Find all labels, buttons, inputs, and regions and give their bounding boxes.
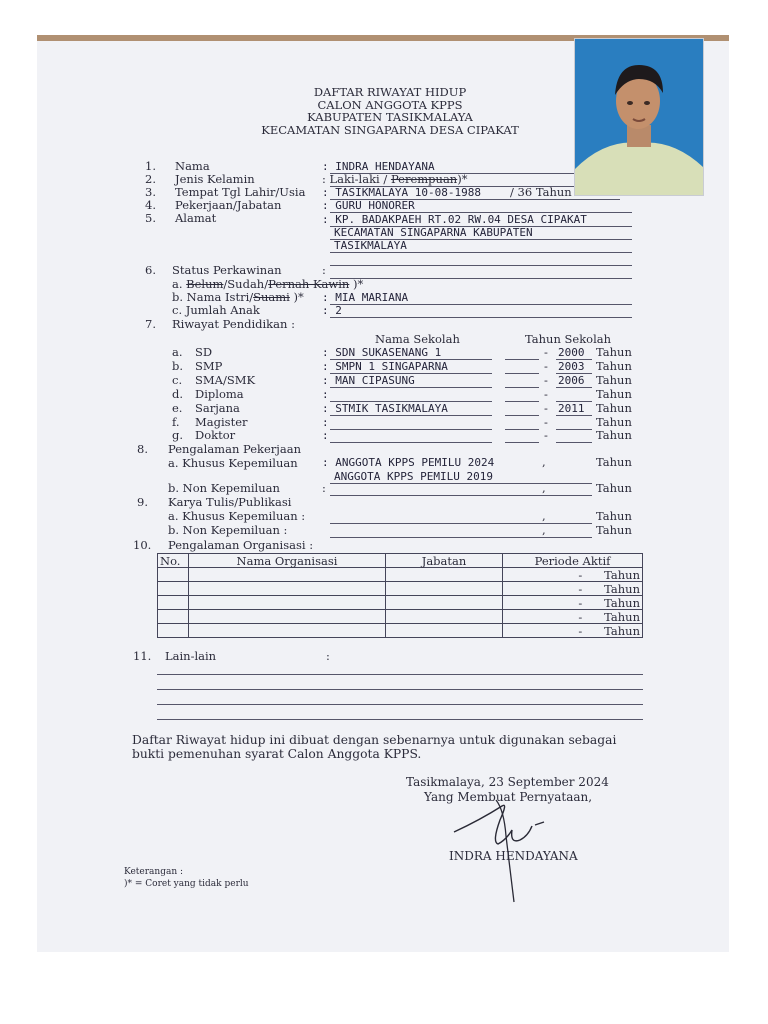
organization-label: Pengalaman Organisasi : (168, 538, 314, 552)
field-number: 9. (137, 495, 148, 509)
table-row: - Tahun (158, 596, 643, 610)
children-label: c. Jumlah Anak (172, 303, 260, 317)
education-level: SD (195, 345, 213, 359)
underline (330, 265, 632, 266)
underline (556, 415, 592, 416)
other-label: Lain-lain (165, 649, 217, 663)
handwritten-signature-icon (440, 780, 560, 910)
occupation-label: Pekerjaan/Jabatan (175, 198, 282, 212)
address-line-2: KECAMATAN SINGAPARNA KABUPATEN (334, 226, 533, 239)
underline (330, 304, 632, 305)
school-year: 2006 (558, 374, 585, 387)
header-subtitle: CALON ANGGOTA KPPS (317, 98, 463, 112)
underline (556, 429, 592, 430)
row-letter: f. (172, 415, 180, 429)
row-letter: b. (172, 359, 184, 373)
underline (330, 278, 632, 279)
education-level: Diploma (195, 387, 244, 401)
underline (330, 537, 592, 538)
table-row: - Tahun (158, 582, 643, 596)
school-name: : SDN SUKASENANG 1 (322, 346, 442, 359)
spouse-label: b. Nama Istri/Suami )* (172, 290, 304, 304)
signer-name: INDRA HENDAYANA (449, 849, 578, 863)
school-year: 2003 (558, 360, 585, 373)
year-unit: Tahun (596, 455, 632, 469)
year-unit: Tahun (596, 481, 632, 495)
header-title: DAFTAR RIWAYAT HIDUP (313, 85, 467, 99)
address-label: Alamat (175, 211, 217, 225)
table-row: - Tahun (158, 568, 643, 582)
age-value: / 36 Tahun (510, 185, 572, 199)
comma: , (542, 455, 546, 469)
header-district: KECAMATAN SINGAPARNA DESA CIPAKAT (261, 123, 519, 137)
year-column-header: Tahun Sekolah (525, 332, 612, 346)
year-unit: Tahun (596, 373, 632, 387)
gender-label: Jenis Kelamin (175, 172, 255, 186)
row-letter: g. (172, 428, 184, 442)
election-publication-label: a. Khusus Kepemiluan : (168, 509, 306, 523)
field-number: 6. (145, 263, 156, 277)
row-letter: d. (172, 387, 184, 401)
field-number: 8. (137, 442, 148, 456)
table-header-row (158, 554, 643, 568)
publication-label: Karya Tulis/Publikasi (168, 495, 292, 509)
year-unit: Tahun (596, 401, 632, 415)
birth-value: : TASIKMALAYA 10-08-1988 (322, 186, 481, 199)
education-level: SMA/SMK (195, 373, 256, 387)
occupation-value: : GURU HONORER (322, 199, 415, 212)
field-number: 7. (145, 317, 156, 331)
statement-line-2: bukti pemenuhan syarat Calon Anggota KPPS. (132, 747, 422, 761)
dash: - (544, 428, 548, 442)
underline (330, 252, 632, 253)
name-label: Nama (175, 159, 210, 173)
address-line-1: : KP. BADAKPAEH RT.02 RW.04 DESA CIPAKAT (322, 213, 587, 226)
underline (330, 442, 492, 443)
work-experience-label: Pengalaman Pekerjaan (168, 442, 301, 456)
year-unit: Tahun (596, 509, 632, 523)
school-year: 2011 (558, 402, 585, 415)
colon: : (326, 649, 330, 663)
name-value: : INDRA HENDAYANA (322, 160, 435, 173)
place-date: Tasikmalaya, 23 September 2024 (406, 775, 609, 789)
spouse-value: : MIA MARIANA (322, 291, 409, 304)
dash: - (544, 373, 548, 387)
field-number: 2. (145, 172, 156, 186)
column-header: Periode Aktif (503, 554, 643, 568)
birth-label: Tempat Tgl Lahir/Usia (175, 185, 306, 199)
school-column-header: Nama Sekolah (375, 332, 460, 346)
education-level: Magister (195, 415, 248, 429)
marital-label: Status Perkawinan (172, 263, 282, 277)
marital-status-options: a. Belum/Sudah/Pernah Kawin )* (172, 277, 364, 291)
underline (556, 442, 592, 443)
election-work-label: a. Khusus Kepemiluan (168, 456, 298, 470)
address-line-3: TASIKMALAYA (334, 239, 407, 252)
marital-colon: : (322, 263, 326, 277)
underline (157, 719, 643, 720)
education-label: Riwayat Pendidikan : (172, 317, 295, 331)
row-letter: c. (172, 373, 183, 387)
year-unit: Tahun (596, 345, 632, 359)
field-number: 10. (133, 538, 152, 552)
statement-line-1: Daftar Riwayat hidup ini dibuat dengan sebenarnya untuk digunakan sebagai (132, 733, 617, 747)
underline (157, 689, 643, 690)
school-name: : MAN CIPASUNG (322, 374, 415, 387)
year-unit: Tahun (596, 428, 632, 442)
year-unit: Tahun (596, 523, 632, 537)
column-header: No. (158, 554, 189, 568)
school-name: : (322, 429, 329, 442)
field-number: 11. (133, 649, 152, 663)
education-level: Doktor (195, 428, 236, 442)
underline (505, 359, 539, 360)
year-unit: Tahun (596, 359, 632, 373)
school-name: : SMPN 1 SINGAPARNA (322, 360, 448, 373)
non-election-work-label: b. Non Kepemiluan (168, 481, 280, 495)
children-value: : 2 (322, 304, 342, 317)
dash: - (544, 345, 548, 359)
underline (157, 704, 643, 705)
column-header: Nama Organisasi (189, 554, 386, 568)
underline (330, 495, 592, 496)
column-header: Jabatan (386, 554, 503, 568)
underline (505, 401, 539, 402)
underline (505, 442, 539, 443)
person-photo-icon (575, 39, 703, 195)
dash: - (544, 359, 548, 373)
underline (330, 387, 492, 388)
school-name: : (322, 388, 329, 401)
underline (505, 429, 539, 430)
field-number: 1. (145, 159, 156, 173)
underline (330, 483, 592, 484)
underline (505, 415, 539, 416)
school-name: : (322, 416, 329, 429)
underline (505, 373, 539, 374)
row-letter: e. (172, 401, 183, 415)
underline (330, 429, 492, 430)
education-level: Sarjana (195, 401, 240, 415)
field-number: 3. (145, 185, 156, 199)
year-unit: Tahun (596, 415, 632, 429)
field-number: 5. (145, 211, 156, 225)
dash: - (544, 387, 548, 401)
underline (556, 387, 592, 388)
row-letter: a. (172, 345, 183, 359)
dash: - (544, 401, 548, 415)
underline (330, 317, 632, 318)
table-row: - Tahun (158, 610, 643, 624)
underline (330, 523, 592, 524)
signer-role: Yang Membuat Pernyataan, (424, 790, 593, 804)
comma: , (542, 509, 546, 523)
dash: - (544, 415, 548, 429)
gender-value: : Laki-laki / Perempuan)* (322, 172, 468, 186)
election-work-value-1: : ANGGOTA KPPS PEMILU 2024 (322, 456, 495, 469)
underline (157, 674, 643, 675)
year-unit: Tahun (596, 387, 632, 401)
field-number: 4. (145, 198, 156, 212)
organization-table (157, 553, 643, 638)
table-row: - Tahun (158, 624, 643, 638)
comma: , (542, 481, 546, 495)
education-level: SMP (195, 359, 223, 373)
school-year: 2000 (558, 346, 585, 359)
underline (505, 387, 539, 388)
applicant-photo (574, 38, 704, 196)
underline (330, 415, 492, 416)
election-work-value-2: ANGGOTA KPPS PEMILU 2019 (334, 470, 493, 483)
non-election-publication-label: b. Non Kepemiluan : (168, 523, 288, 537)
header-regency: KABUPATEN TASIKMALAYA (307, 110, 473, 124)
comma: , (542, 523, 546, 537)
note-text: )* = Coret yang tidak perlu (124, 879, 249, 889)
note-title: Keterangan : (124, 867, 184, 877)
school-name: : STMIK TASIKMALAYA (322, 402, 448, 415)
colon: : (322, 481, 326, 495)
